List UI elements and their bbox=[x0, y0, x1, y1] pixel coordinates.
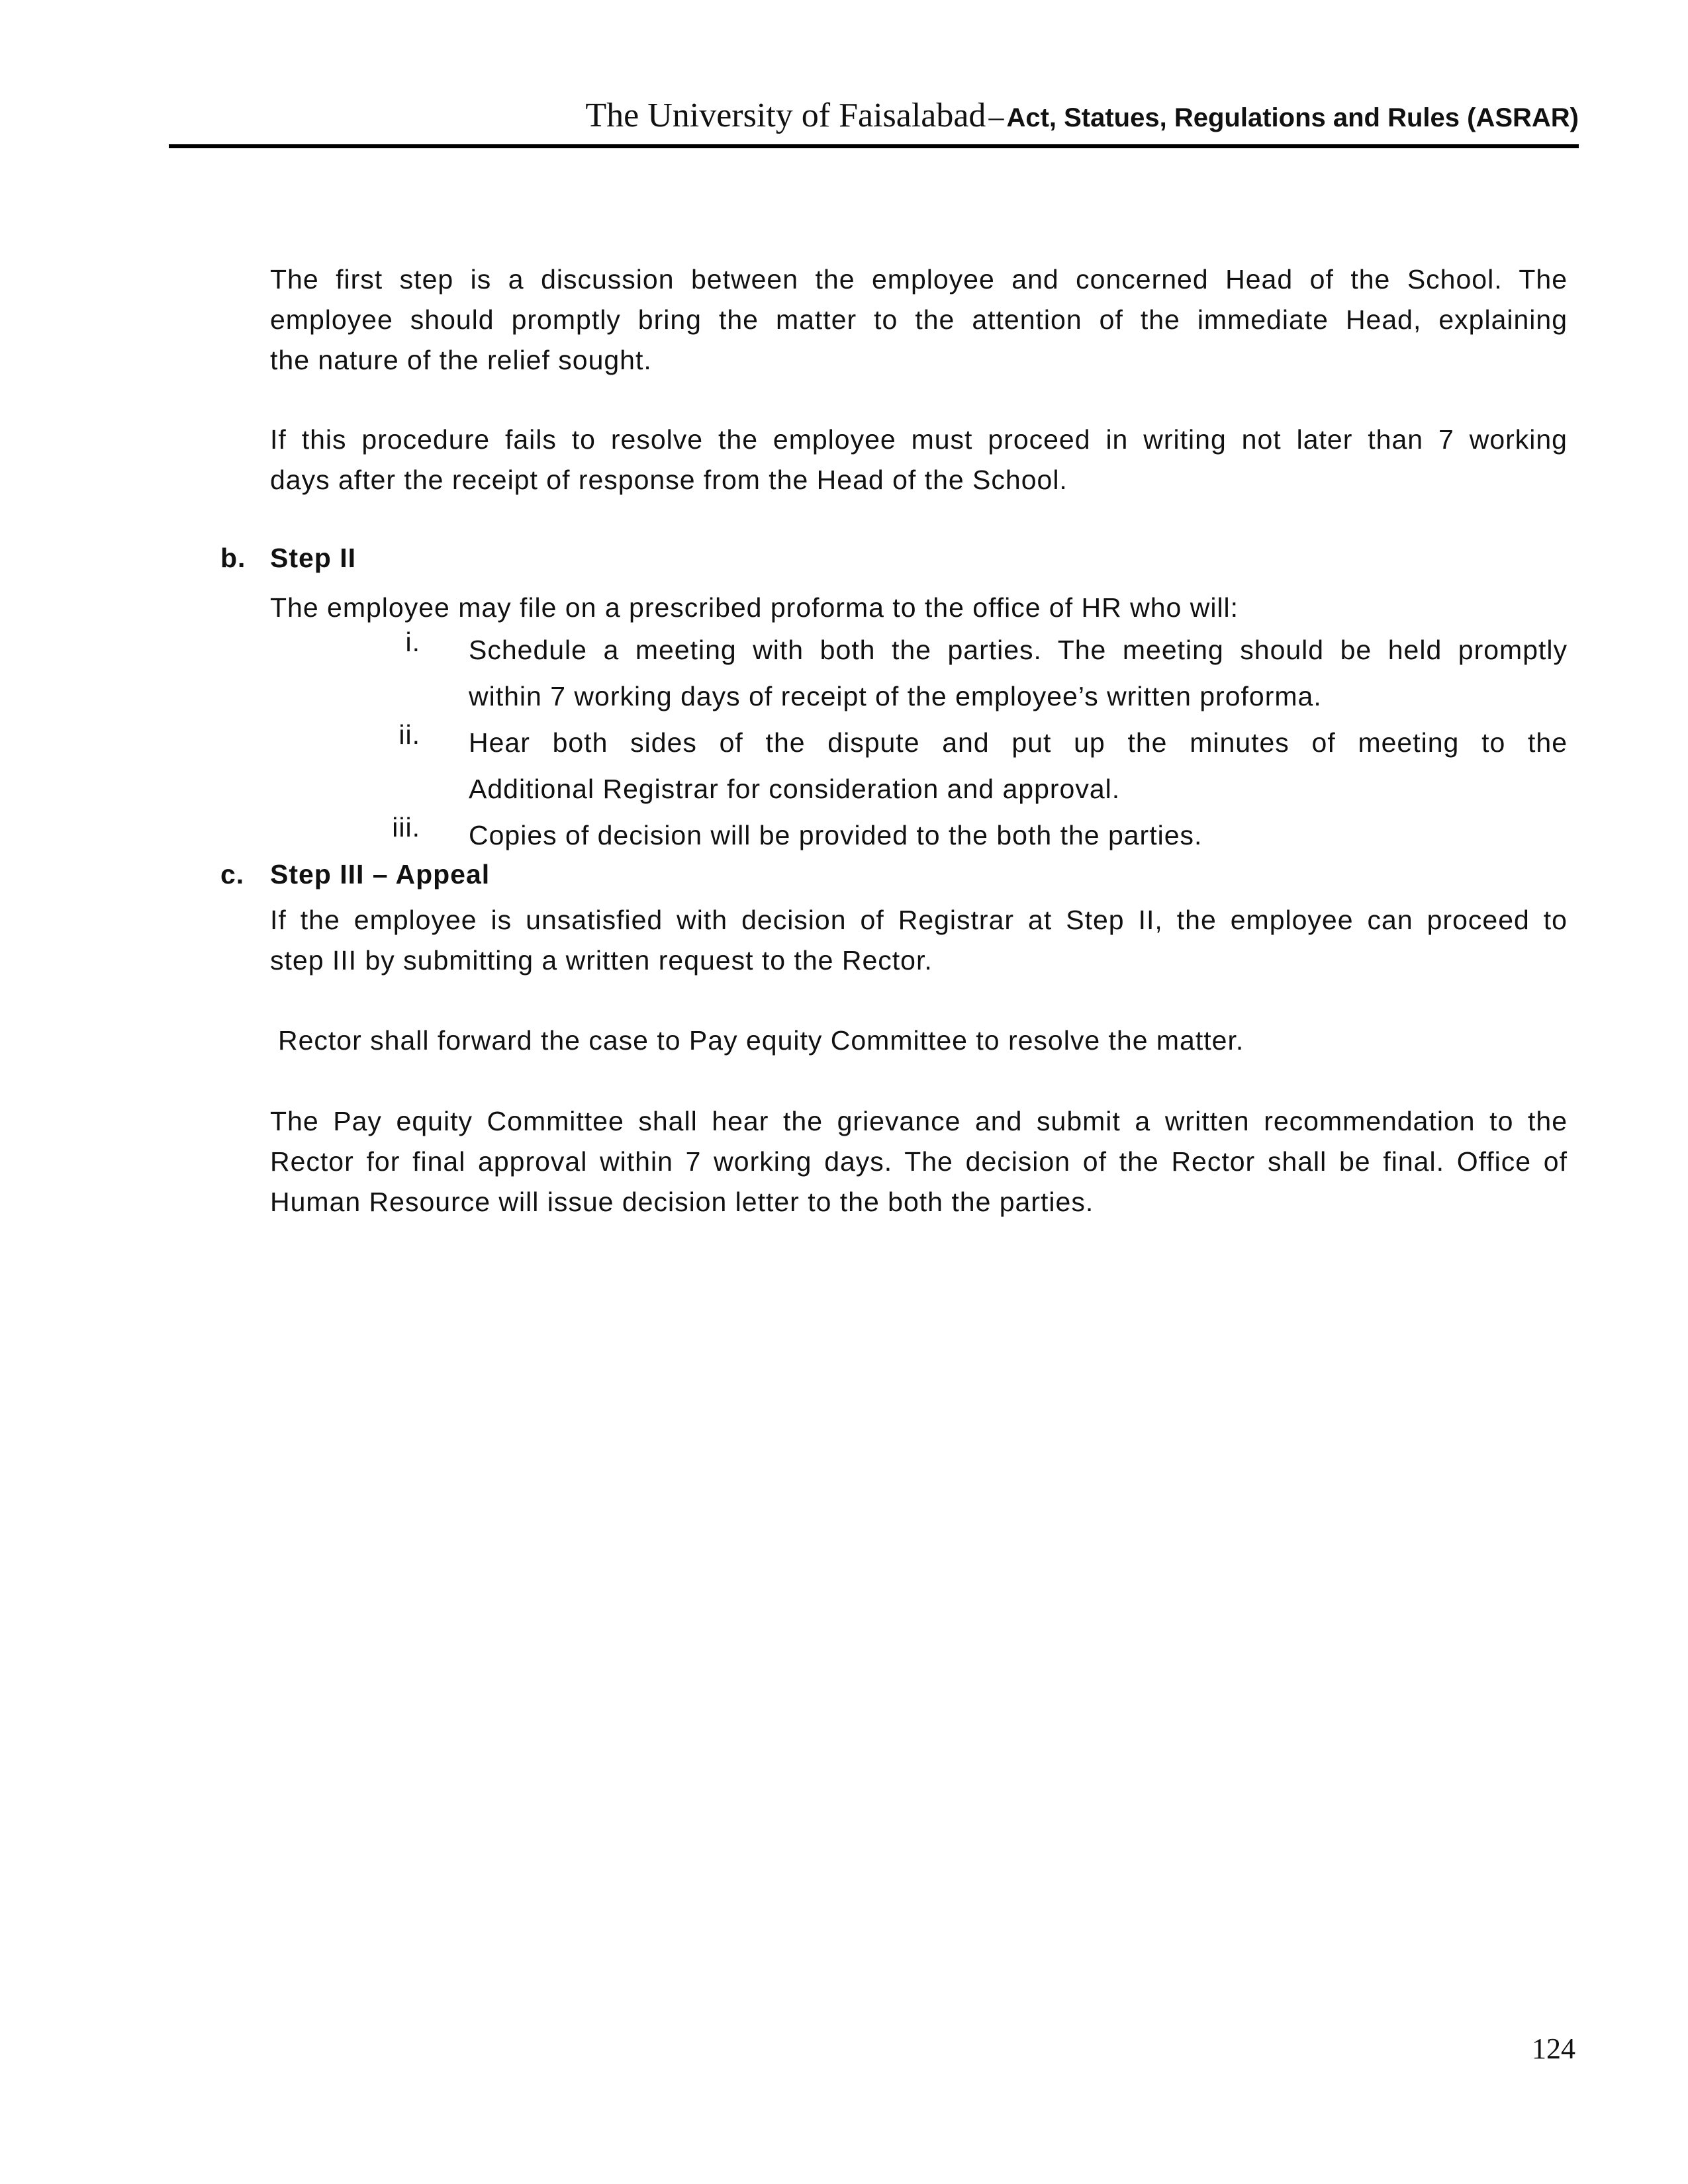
paragraph-line: step III by submitting a written request to the Rector. bbox=[270, 945, 933, 976]
header-dash: – bbox=[988, 99, 1004, 133]
paragraph-line: the nature of the relief sought. bbox=[270, 345, 652, 375]
paragraph-line: If this procedure fails to resolve the employee must proceed in writing not later than 7 working bbox=[270, 424, 1568, 455]
paragraph-line: Rector shall forward the case to Pay equity Committee to resolve the matter. bbox=[278, 1025, 1244, 1056]
list-item-line: Additional Registrar for consideration and approval. bbox=[469, 774, 1121, 804]
list-number: ii. bbox=[399, 719, 420, 750]
step-c-paragraph-unsatisfied bbox=[270, 900, 1568, 981]
paragraph-line: Rector for final approval within 7 working days. The decision of the Rector shall be final. Office of bbox=[270, 1146, 1568, 1177]
paragraph-line: days after the receipt of response from the Head of the School. bbox=[270, 465, 1068, 495]
header-subtitle: Act, Statues, Regulations and Rules (ASRAR) bbox=[1006, 103, 1579, 132]
paragraph-line: The Pay equity Committee shall hear the grievance and submit a written recommendation to the bbox=[270, 1106, 1568, 1136]
step-c-title: Step III – Appeal bbox=[270, 859, 491, 889]
list-item bbox=[469, 719, 1568, 812]
step-c-paragraph-forward bbox=[278, 1021, 1575, 1061]
paragraph-line: The first step is a discussion between the employee and concerned Head of the School. The bbox=[270, 264, 1568, 295]
paragraph-first-step bbox=[270, 259, 1568, 381]
list-item bbox=[469, 627, 1568, 719]
paragraph-procedure-fails bbox=[270, 420, 1568, 500]
list-number: iii. bbox=[392, 812, 420, 842]
step-c-letter: c. bbox=[220, 859, 245, 889]
list-item-line: Schedule a meeting with both the parties. The meeting should be held promptly bbox=[469, 635, 1568, 665]
step-b-intro bbox=[270, 588, 1568, 628]
paragraph-line: If the employee is unsatisfied with decision of Registrar at Step II, the employee can proceed to bbox=[270, 905, 1568, 935]
step-c-paragraph-committee bbox=[270, 1101, 1568, 1222]
list-item-line: within 7 working days of receipt of the employee’s written proforma. bbox=[469, 681, 1322, 711]
header-rule bbox=[169, 144, 1579, 148]
step-b-letter: b. bbox=[220, 543, 246, 573]
header-university: The University of Faisalabad bbox=[585, 97, 986, 134]
page-number: 124 bbox=[1532, 2032, 1575, 2065]
list-item bbox=[469, 812, 1568, 858]
step-b-title: Step II bbox=[270, 543, 357, 573]
paragraph-line: The employee may file on a prescribed proforma to the office of HR who will: bbox=[270, 592, 1239, 623]
list-item-line: Copies of decision will be provided to the both the parties. bbox=[469, 820, 1203, 850]
list-number: i. bbox=[405, 627, 420, 657]
running-header bbox=[169, 96, 1579, 135]
paragraph-line: Human Resource will issue decision letter to the both the parties. bbox=[270, 1187, 1094, 1217]
paragraph-line: employee should promptly bring the matter to the attention of the immediate Head, explaining bbox=[270, 304, 1568, 335]
list-item-line: Hear both sides of the dispute and put up the minutes of meeting to the bbox=[469, 727, 1568, 758]
